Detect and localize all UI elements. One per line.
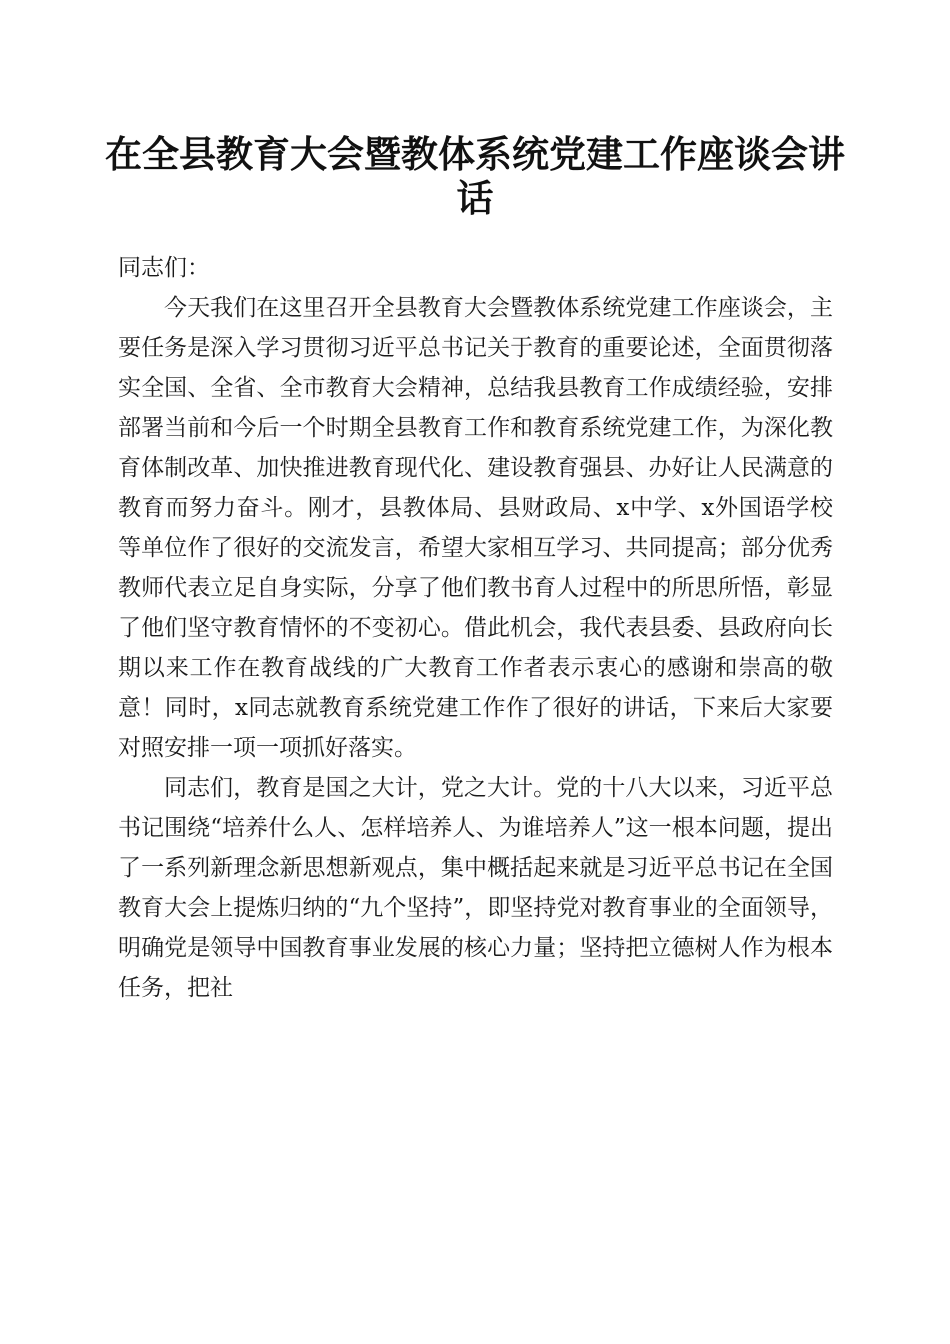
salutation: 同志们：: [118, 255, 210, 281]
document-body: [118, 248, 833, 1008]
document-title: 在全县教育大会暨教体系统党建工作座谈会讲话: [105, 132, 845, 220]
paragraph-2: 同志们，教育是国之大计，党之大计。党的十八大以来，习近平总书记围绕“培养什么人、怎样培养人、为谁培养人”这一根本问题，提出了一系列新理念新思想新观点，集中概括起来就是习近平总书记在全国教育大会上提炼归纳的“九个坚持”，即坚持党对教育事业的全面领导，明确党是领导中国教育事业发展的核心力量；坚持把立德树人作为根本任务，把社: [118, 775, 833, 1001]
paragraph-1: 今天我们在这里召开全县教育大会暨教体系统党建工作座谈会，主要任务是深入学习贯彻习近平总书记关于教育的重要论述，全面贯彻落实全国、全省、全市教育大会精神，总结我县教育工作成绩经验，安排部署当前和今后一个时期全县教育工作和教育系统党建工作，为深化教育体制改革、加快推进教育现代化、建设教育强县、办好让人民满意的教育而努力奋斗。刚才，县教体局、县财政局、x中学、x外国语学校等单位作了很好的交流发言，希望大家相互学习、共同提高；部分优秀教师代表立足自身实际，分享了他们教书育人过程中的所思所悟，彰显了他们坚守教育情怀的不变初心。借此机会，我代表县委、县政府向长期以来工作在教育战线的广大教育工作者表示衷心的感谢和崇高的敬意！同时，x同志就教育系统党建工作作了很好的讲话，下来后大家要对照安排一项一项抓好落实。: [118, 295, 833, 761]
